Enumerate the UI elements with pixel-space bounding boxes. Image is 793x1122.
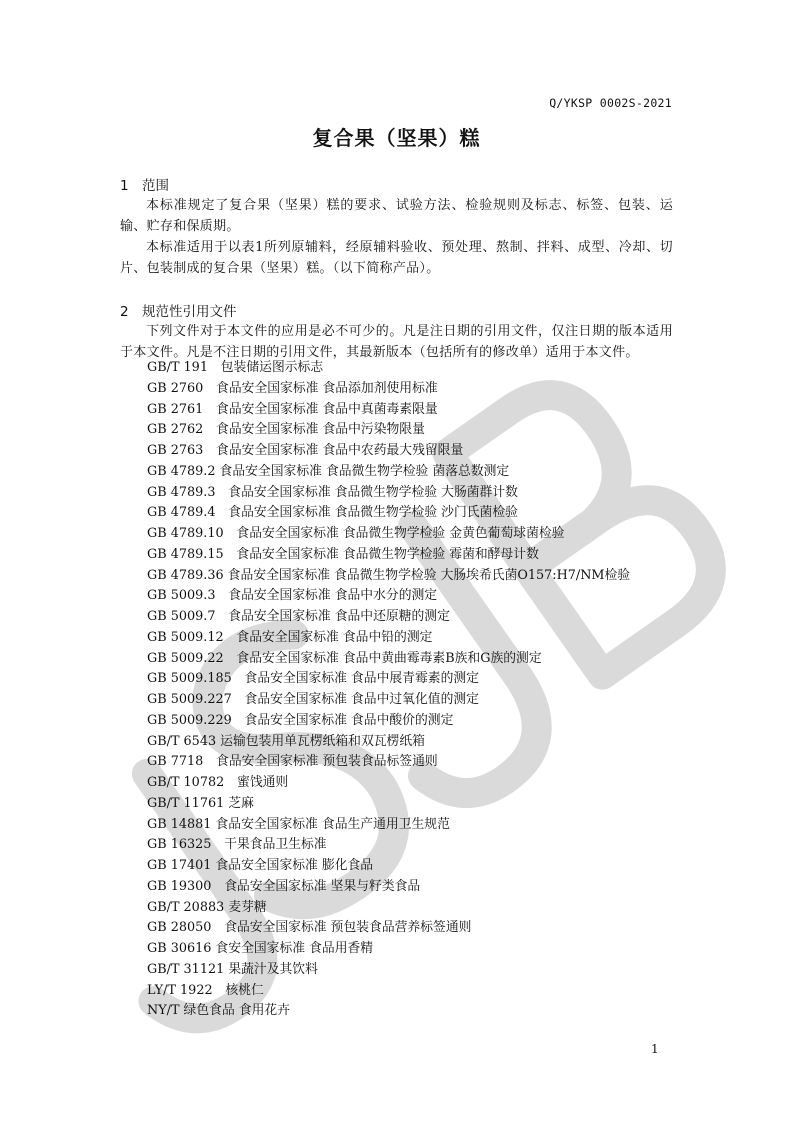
reference-item: GB 2761 食品安全国家标准 食品中真菌毒素限量: [147, 401, 438, 417]
section-2-number: 2: [120, 304, 129, 320]
reference-item: GB 2762 食品安全国家标准 食品中污染物限量: [147, 422, 425, 438]
reference-item: GB 5009.185 食品安全国家标准 食品中展青霉素的测定: [147, 671, 479, 687]
reference-item: GB 4789.36 食品安全国家标准 食品微生物学检验 大肠埃希氏菌O157:H7/NM检验: [147, 567, 631, 583]
reference-item: GB 14881 食品安全国家标准 食品生产通用卫生规范: [147, 816, 450, 832]
document-code: Q/YKSP 0002S-2021: [549, 96, 672, 110]
reference-item: GB 30616 食安全国家标准 食品用香精: [147, 941, 374, 956]
section-2-heading: [120, 300, 237, 320]
reference-item: GB/T 191 包装储运图示标志: [147, 360, 324, 375]
reference-item: GB/T 31121 果蔬汁及其饮料: [147, 961, 318, 977]
reference-item: GB 5009.3 食品安全国家标准 食品中水分的测定: [147, 588, 438, 604]
reference-item: GB/T 11761 芝麻: [147, 795, 254, 811]
document-title: 复合果（坚果）糕: [312, 126, 481, 150]
reference-item: GB 4789.2 食品安全国家标准 食品微生物学检验 菌落总数测定: [147, 463, 510, 479]
section-1-title: 范围: [142, 178, 169, 194]
reference-item: GB 2760 食品安全国家标准 食品添加剂使用标准: [147, 380, 438, 396]
reference-item: GB 5009.22 食品安全国家标准 食品中黄曲霉毒素B族和G族的测定: [147, 650, 542, 666]
reference-item: GB 5009.12 食品安全国家标准 食品中铅的测定: [147, 629, 433, 645]
section-1-paragraph-1: 本标准规定了复合果（坚果）糕的要求、试验方法、检验规则及标志、标签、包装、运输、贮存和保质期。: [120, 198, 673, 234]
reference-item: GB 17401 食品安全国家标准 膨化食品: [147, 858, 374, 873]
reference-item: GB/T 20883 麦芽糖: [147, 899, 267, 915]
reference-item: GB 16325 干果食品卫生标准: [147, 837, 327, 853]
reference-item: GB 5009.7 食品安全国家标准 食品中还原糖的测定: [147, 609, 450, 624]
section-1-heading: [120, 174, 169, 194]
reference-item: GB 7718 食品安全国家标准 预包装食品标签通则: [147, 754, 438, 770]
page-number: 1: [651, 1042, 659, 1056]
reference-item: NY/T 绿色食品 食用花卉: [147, 1003, 291, 1019]
reference-item: GB 5009.229 食品安全国家标准 食品中酸价的测定: [147, 712, 454, 728]
section-2-title: 规范性引用文件: [142, 304, 237, 320]
reference-item: GB/T 6543 运输包装用单瓦楞纸箱和双瓦楞纸箱: [147, 733, 425, 749]
reference-item: GB/T 10782 蜜饯通则: [147, 775, 289, 790]
reference-item: GB 4789.3 食品安全国家标准 食品微生物学检验 大肠菌群计数: [147, 484, 518, 500]
reference-item: GB 19300 食品安全国家标准 坚果与籽类食品: [147, 878, 421, 894]
reference-item: GB 4789.15 食品安全国家标准 食品微生物学检验 霉菌和酵母计数: [147, 546, 539, 562]
reference-item: GB 4789.10 食品安全国家标准 食品微生物学检验 金黄色葡萄球菌检验: [147, 526, 565, 541]
reference-list: [147, 358, 630, 1022]
reference-item: GB 4789.4 食品安全国家标准 食品微生物学检验 沙门氏菌检验: [147, 505, 518, 521]
reference-item: LY/T 1922 核桃仁: [147, 982, 264, 998]
reference-item: GB 28050 食品安全国家标准 预包装食品营养标签通则: [147, 920, 472, 936]
section-2-paragraph-1: 下列文件对于本文件的应用是必不可少的。凡是注日期的引用文件，仅注日期的版本适用于本文件。凡是不注日期的引用文件，其最新版本（包括所有的修改单）适用于本文件。: [120, 324, 673, 360]
section-1-paragraph-2: 本标准适用于以表1所列原辅料，经原辅料验收、预处理、熬制、拌料、成型、冷却、切片、包装制成的复合果（坚果）糕。（以下简称产品）。: [120, 240, 673, 276]
reference-item: GB 2763 食品安全国家标准 食品中农药最大残留限量: [147, 443, 464, 458]
section-1-number: 1: [120, 178, 129, 194]
reference-item: GB 5009.227 食品安全国家标准 食品中过氧化值的测定: [147, 692, 479, 707]
